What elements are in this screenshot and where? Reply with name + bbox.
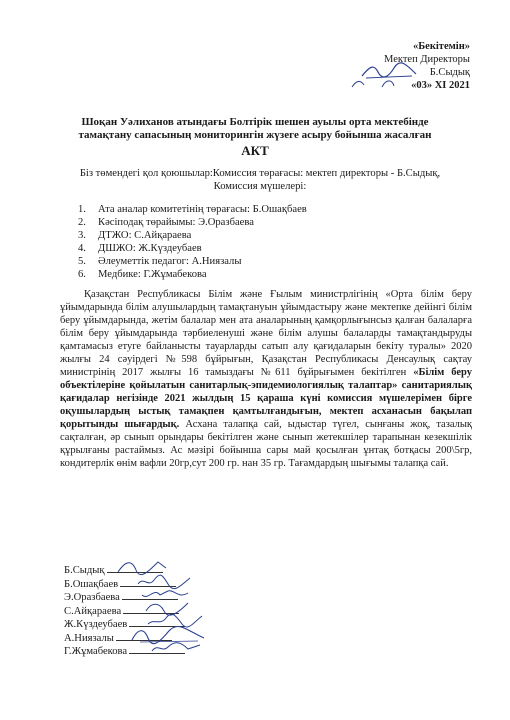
approval-position: Мектеп Директоры [384,54,470,65]
list-item: 6. Медбике: Г.Жұмабекова [78,269,207,280]
approval-director-name: Б.Сыдық [429,67,470,78]
signature-line: С.Айқараева [64,605,364,619]
title-akt: АКТ [241,143,269,158]
list-item: 3. ДТЖО: С.Айқараева [78,230,192,241]
signatures-block [64,564,364,659]
signature-icon [148,639,208,657]
list-item: 1. Ата аналар комитетінің төрағасы: Б.Ошақбаев [78,204,307,215]
signature-line: Б.Сыдық [64,564,364,578]
intro-paragraph: Біз төмендегі қол қоюшылар:Комиссия төрағасы: мектеп директоры - Б.Сыдық, Комиссия мүшелері: [79,168,441,192]
signature-line: А.Ниязалы [64,632,364,646]
approval-date-year: 2021 [446,80,470,91]
main-body-paragraph [60,288,472,470]
approval-date-day: 03 [416,80,427,91]
title-line-1: Шоқан Уәлиханов атындағы Болтірік шешен ауылы орта мектебінде [81,116,429,128]
list-item: 5. Әлеуметтік педагог: А.Ниязалы [78,256,242,267]
signature-line: Б.Ошақбаев [64,578,364,592]
list-item: 2. Кәсіподақ төрайымы: Э.Оразбаева [78,217,254,228]
body-bold-part: «Білім беру объектілеріне қойылатын санитарлық-эпидемиологиялық талаптар» санитариялық қағидалар негізінде 2021 жылдың 15 қараша күні комиссия мүшелерімен бірге оқушылардың ыстық тамақпен қамтылғандығын, мектеп асханасын бақылап қорытынды шығардық. [60,367,472,430]
approval-block [320,40,470,92]
title-line-2: тамақтану сапасының мониторингін жүзеге асыру бойынша жасалған [78,129,432,141]
signature-line: Ж.Күздеубаев [64,618,364,632]
body-part-2: Асхана талапқа сай, ыдыстар түгел, сынғаны жоқ, тазалық сақталған, әр сынып орындары бекітілген және сынып жетекшілер тарапынан кезекшілік құрылғаны растаймыз. Ас мәзірі бойынша сары май қосылған ұнтақ ботқасы 200\5гр, кондитерлік өнім вафли 20гр,сут 200 гр. нан 35 гр. Тағамдардың шығымы талапқа сай. [60,419,472,469]
list-item: 4. ДШЖО: Ж.Күздеубаев [78,243,202,254]
approval-stamp-word: «Бекітемін» [412,41,470,52]
signature-line: Г.Жұмабекова [64,645,364,659]
document-title [40,116,470,157]
signature-line: Э.Оразбаева [64,591,364,605]
date-handwriting-icon [348,75,408,91]
commission-members-list [78,203,458,281]
approval-date-month: XI [434,80,447,91]
approval-date: «03» XI 2021 [320,79,470,92]
body-part-1: Қазақстан Республикасы Білім және Ғылым министрлігінің «Орта білім беру ұйымдарында білім алушылардың тамақтануын ұйымдастыру және мектепке дейінгі білім беру ұйымдарында, жетім балалар мен ата аналарының қамқорлығынсыз қалған балаларға білім беру ұйымдарында тәрбиеленуші және білім алушы балаларды тамақтандыруды қамтамасыз етуге байланысты тауарларды сатып алу қағидаларын бекіту туралы» 2020 жылғы 24 сәуірдегі №598 бұйрығын, Қазақстан Республикасы Денсаулық сақтау министрінің 2017 жылғы 16 тамыздағы №611 бұйрығымен бекітілген [60,289,472,378]
